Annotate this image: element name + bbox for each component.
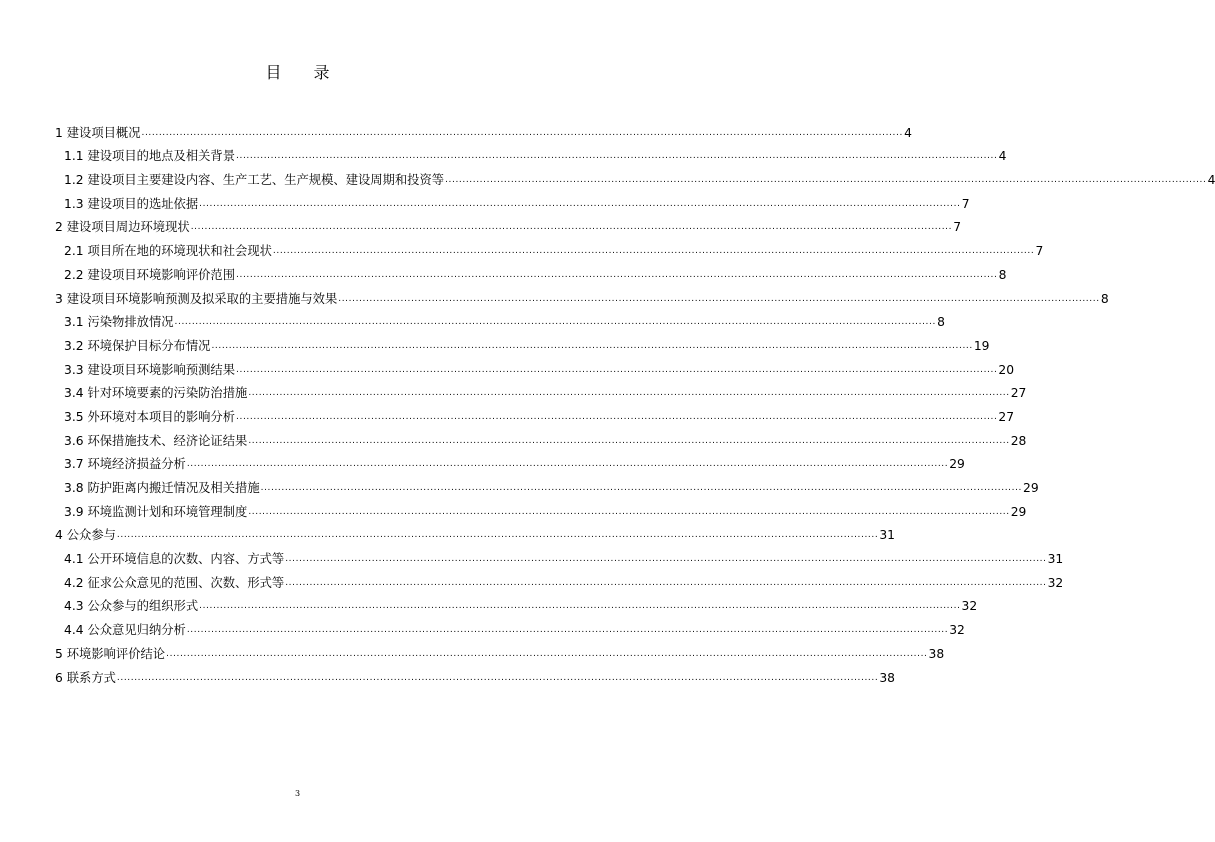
toc-leader-dots: ............................................................................................................................................................................................................................ bbox=[248, 506, 1010, 517]
toc-entry-page: 27 bbox=[1010, 386, 1027, 401]
toc-entry-label: 4.1 公开环境信息的次数、内容、方式等 bbox=[64, 552, 285, 567]
toc-leader-dots: ............................................................................................................................................................................................................................ bbox=[260, 483, 1023, 493]
toc-leader-dots: ............................................................................................................................................................................................................................ bbox=[199, 198, 961, 209]
toc-leader-dots: ............................................................................................................................................................................................................................ bbox=[186, 625, 949, 636]
toc-entry-label: 3.9 环境监测计划和环境管理制度 bbox=[64, 504, 248, 519]
toc-entry-page: 31 bbox=[879, 528, 895, 543]
toc-leader-dots: ............................................................................................................................................................................................................................ bbox=[116, 530, 879, 541]
toc-entry-page: 29 bbox=[949, 457, 965, 472]
toc-entry[interactable] bbox=[55, 661, 895, 685]
toc-entry[interactable] bbox=[55, 234, 1044, 259]
page-number: 3 bbox=[294, 789, 301, 798]
toc-leader-dots: ............................................................................................................................................................................................................................ bbox=[236, 151, 998, 162]
toc-entry-label: 1 建设项目概况 bbox=[55, 125, 141, 140]
toc-leader-dots: ............................................................................................................................................................................................................................ bbox=[190, 222, 953, 233]
toc-entry-page: 7 bbox=[961, 196, 970, 211]
toc-entry-label: 5 环境影响评价结论 bbox=[55, 646, 166, 661]
toc-entry-page: 7 bbox=[1035, 244, 1044, 259]
toc-entry-label: 3.7 环境经济损益分析 bbox=[64, 457, 186, 472]
toc-entry[interactable] bbox=[55, 471, 1039, 495]
toc-leader-dots: ............................................................................................................................................................................................................................ bbox=[174, 317, 936, 328]
toc-leader-dots: ............................................................................................................................................................................................................................ bbox=[211, 340, 973, 351]
toc-entry-label: 3 建设项目环境影响预测及拟采取的主要措施与效果 bbox=[55, 291, 338, 306]
toc-entry[interactable] bbox=[55, 306, 945, 330]
toc-entry[interactable] bbox=[55, 377, 1027, 401]
toc-entry-label: 3.2 环境保护目标分布情况 bbox=[64, 338, 211, 353]
toc-leader-dots: ............................................................................................................................................................................................................................ bbox=[166, 648, 928, 659]
toc-entry-page: 29 bbox=[1010, 504, 1027, 519]
toc-entry-label: 1.3 建设项目的选址依据 bbox=[64, 196, 199, 211]
toc-leader-dots: ............................................................................................................................................................................................................................ bbox=[248, 388, 1010, 399]
toc-leader-dots: ............................................................................................................................................................................................................................ bbox=[285, 554, 1047, 565]
toc-entry[interactable] bbox=[55, 187, 970, 211]
toc-entry[interactable] bbox=[55, 329, 990, 353]
toc-entry-label: 3.8 防护距离内搬迁情况及相关措施 bbox=[64, 481, 260, 495]
toc-entry-page: 29 bbox=[1023, 481, 1039, 495]
toc-entry-page: 28 bbox=[1010, 433, 1027, 448]
toc-entry[interactable] bbox=[55, 400, 1015, 424]
toc-leader-dots: ............................................................................................................................................................................................................................ bbox=[445, 175, 1207, 186]
toc-entry-page: 20 bbox=[998, 362, 1015, 377]
toc-entry-label: 3.5 外环境对本项目的影响分析 bbox=[64, 409, 236, 424]
toc-entry-label: 3.1 污染物排放情况 bbox=[64, 315, 174, 330]
toc-entry-label: 6 联系方式 bbox=[55, 670, 116, 685]
toc-entry[interactable] bbox=[55, 566, 1064, 590]
toc-entry[interactable] bbox=[55, 140, 1007, 164]
toc-entry-label: 3.4 针对环境要素的污染防治措施 bbox=[64, 386, 248, 401]
toc-leader-dots: ............................................................................................................................................................................................................................ bbox=[236, 411, 998, 422]
toc-leader-dots: ............................................................................................................................................................................................................................ bbox=[272, 246, 1035, 257]
toc-entry-label: 1.2 建设项目主要建设内容、生产工艺、生产规模、建设周期和投资等 bbox=[64, 173, 445, 188]
toc-entry-page: 8 bbox=[998, 267, 1007, 282]
toc-entry-page: 7 bbox=[953, 220, 962, 235]
toc-leader-dots: ............................................................................................................................................................................................................................ bbox=[248, 435, 1010, 446]
table-of-contents bbox=[55, 116, 1215, 685]
toc-leader-dots: ............................................................................................................................................................................................................................ bbox=[236, 364, 998, 375]
toc-entry-page: 38 bbox=[928, 646, 945, 661]
toc-entry-page: 32 bbox=[961, 599, 978, 614]
toc-leader-dots: ............................................................................................................................................................................................................................ bbox=[199, 601, 961, 612]
toc-entry-page: 4 bbox=[998, 149, 1007, 164]
toc-entry-label: 3.6 环保措施技术、经济论证结果 bbox=[64, 433, 248, 448]
toc-entry-label: 2.2 建设项目环境影响评价范围 bbox=[64, 267, 236, 282]
toc-entry[interactable] bbox=[55, 424, 1027, 448]
toc-leader-dots: ............................................................................................................................................................................................................................ bbox=[285, 577, 1047, 588]
toc-entry-page: 27 bbox=[998, 409, 1015, 424]
toc-entry-page: 32 bbox=[1047, 575, 1064, 590]
toc-leader-dots: ............................................................................................................................................................................................................................ bbox=[338, 293, 1100, 304]
toc-entry[interactable] bbox=[55, 613, 965, 638]
page-title: 目 录 bbox=[265, 63, 330, 82]
toc-entry-page: 8 bbox=[1100, 291, 1109, 306]
toc-entry-label: 2.1 项目所在地的环境现状和社会现状 bbox=[64, 244, 272, 259]
toc-entry-label: 4.3 公众参与的组织形式 bbox=[64, 599, 199, 614]
toc-entry[interactable] bbox=[55, 542, 1064, 567]
toc-entry[interactable] bbox=[55, 282, 1109, 306]
toc-leader-dots: ............................................................................................................................................................................................................................ bbox=[236, 269, 998, 280]
toc-entry[interactable] bbox=[55, 448, 965, 472]
toc-entry-label: 3.3 建设项目环境影响预测结果 bbox=[64, 362, 236, 377]
toc-entry-page: 8 bbox=[937, 315, 945, 330]
toc-entry-page: 19 bbox=[973, 338, 990, 353]
toc-entry[interactable] bbox=[55, 519, 895, 543]
toc-entry[interactable] bbox=[55, 211, 962, 235]
toc-entry-label: 4.4 公众意见归纳分析 bbox=[64, 623, 186, 638]
toc-entry-label: 1.1 建设项目的地点及相关背景 bbox=[64, 149, 236, 164]
toc-leader-dots: ............................................................................................................................................................................................................................ bbox=[141, 127, 903, 138]
toc-entry[interactable] bbox=[55, 258, 1007, 282]
toc-entry-label: 4 公众参与 bbox=[55, 528, 116, 543]
toc-entry-page: 4 bbox=[1207, 173, 1215, 188]
toc-leader-dots: ............................................................................................................................................................................................................................ bbox=[186, 459, 949, 470]
toc-entry-label: 4.2 征求公众意见的范围、次数、形式等 bbox=[64, 575, 285, 590]
toc-entry[interactable] bbox=[55, 637, 945, 661]
toc-entry[interactable] bbox=[55, 495, 1027, 519]
toc-entry[interactable] bbox=[55, 163, 1215, 188]
toc-entry[interactable] bbox=[55, 116, 912, 140]
toc-leader-dots: ............................................................................................................................................................................................................................ bbox=[116, 672, 879, 683]
toc-entry-page: 38 bbox=[879, 670, 895, 685]
toc-entry[interactable] bbox=[55, 590, 978, 614]
toc-entry-page: 4 bbox=[904, 125, 912, 140]
toc-entry-page: 32 bbox=[949, 623, 965, 638]
toc-entry-label: 2 建设项目周边环境现状 bbox=[55, 220, 190, 235]
toc-entry-page: 31 bbox=[1047, 552, 1064, 567]
toc-entry[interactable] bbox=[55, 353, 1015, 377]
